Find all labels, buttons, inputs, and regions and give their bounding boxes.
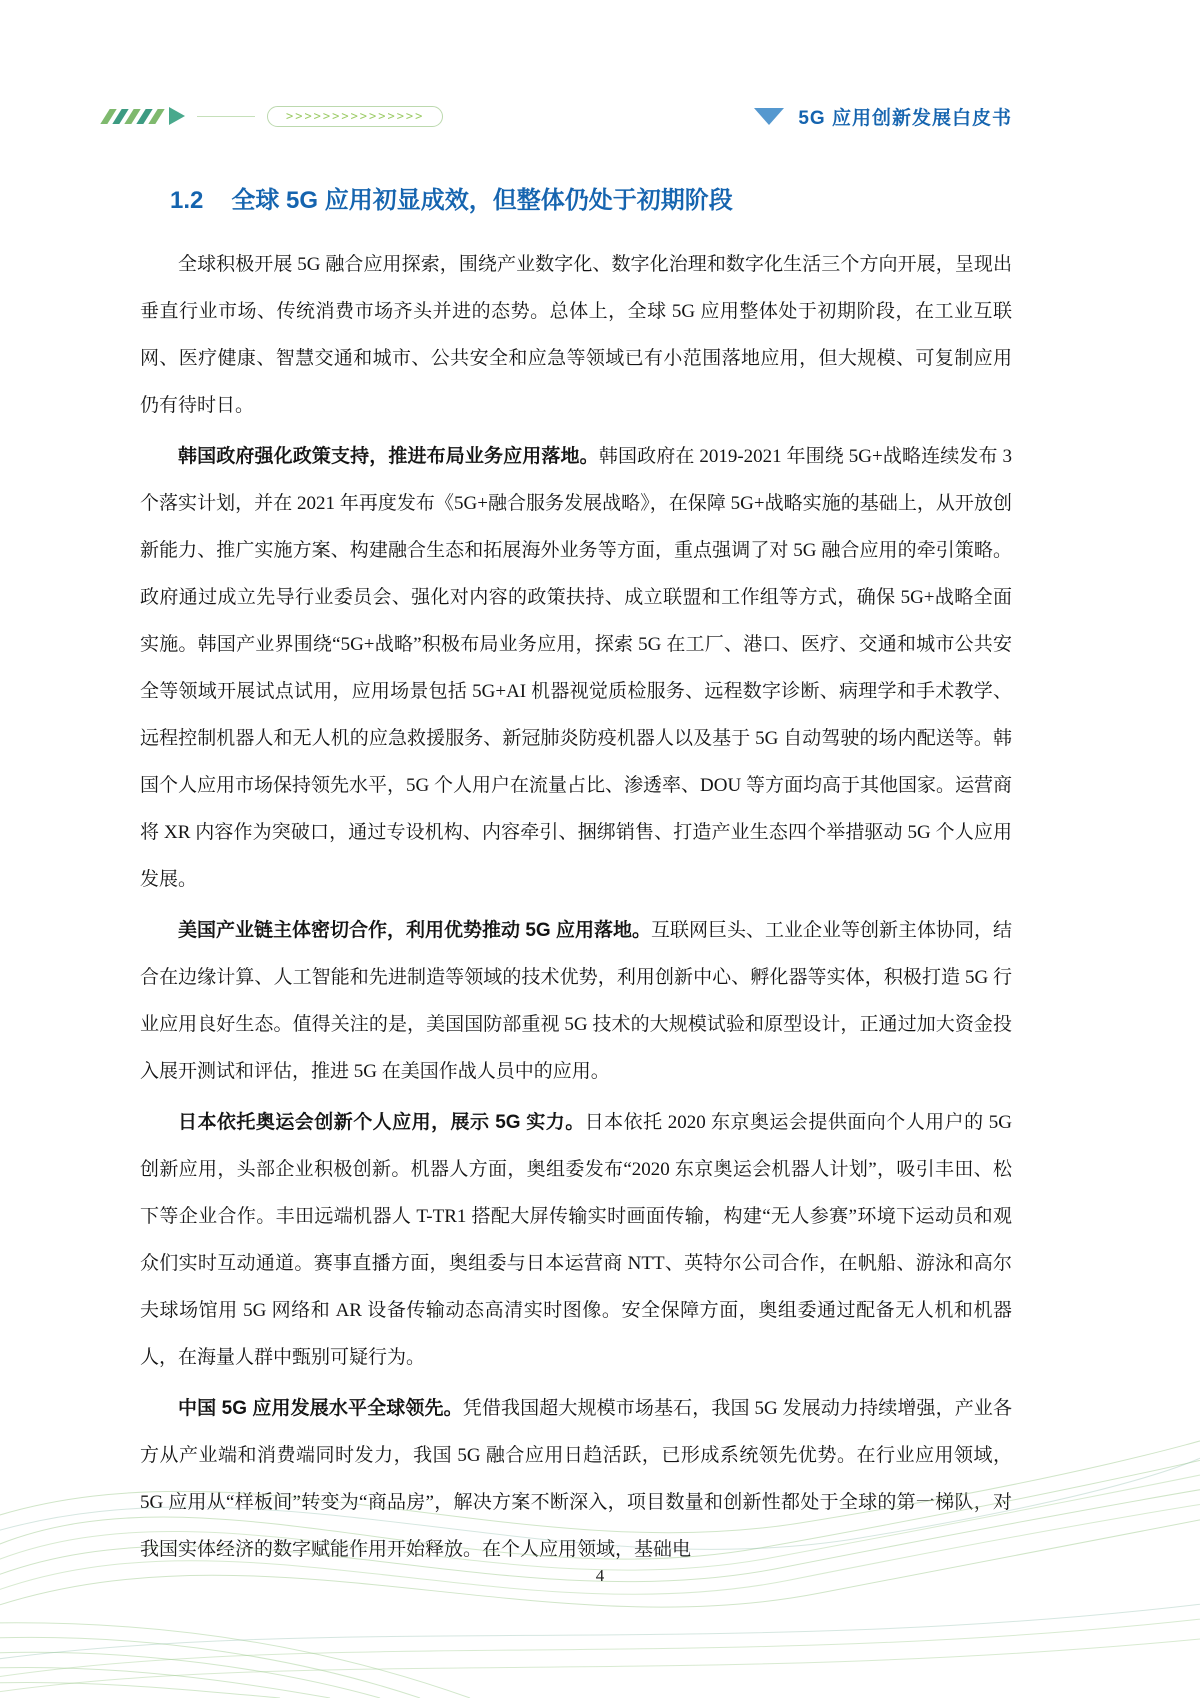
paragraph-body: 韩国政府在 2019-2021 年围绕 5G+战略连续发布 3 个落实计划，并在 2021 年再度发布《5G+融合服务发展战略》，在保障 5G+战略实施的基础上，从开放创新能力、推广实施方案、构建融合生态和拓展海外业务等方面，重点强调了对 5G 融合应用的牵引策略。政府通过成立先导行业委员会、强化对内容的政策扶持、成立联盟和工作组等方式，确保 5G+战略全面实施。韩国产业界围绕“5G+战略”积极布局业务应用，探索 5G 在工厂、港口、医疗、交通和城市公共安全等领域开展试点试用，应用场景包括 5G+AI 机器视觉质检服务、远程数字诊断、病理学和手术教学、远程控制机器人和无人机的应急救援服务、新冠肺炎防疫机器人以及基于 5G 自动驾驶的场内配送等。韩国个人应用市场保持领先水平，5G 个人用户在流量占比、渗透率、DOU 等方面均高于其他国家。运营商将 XR 内容作为突破口，通过专设机构、内容牵引、捆绑销售、打造产业生态四个举措驱动 5G 个人应用发展。 — [140, 446, 1012, 890]
arrow-down-icon — [754, 108, 784, 125]
page-number: 4 — [595, 1566, 605, 1585]
paragraph — [140, 1385, 1012, 1573]
header-line — [197, 116, 255, 117]
paragraph-lead: 日本依托奥运会创新个人应用，展示 5G 实力。 — [178, 1112, 585, 1133]
paragraph — [140, 1099, 1012, 1381]
section-heading — [170, 180, 1012, 215]
page-header — [105, 102, 1012, 130]
paragraph-lead: 美国产业链主体密切合作，利用优势推动 5G 应用落地。 — [178, 920, 651, 941]
document-title: 5G 应用创新发展白皮书 — [798, 107, 1012, 129]
paragraph-lead: 中国 5G 应用发展水平全球领先。 — [178, 1398, 463, 1419]
section-number: 1.2 — [170, 187, 204, 214]
stripes-decoration — [105, 109, 160, 124]
arrow-right-icon — [169, 107, 185, 125]
paragraph-body: 全球积极开展 5G 融合应用探索，围绕产业数字化、数字化治理和数字化生活三个方向开展，呈现出垂直行业市场、传统消费市场齐头并进的态势。总体上，全球 5G 应用整体处于初期阶段，在工业互联网、医疗健康、智慧交通和城市、公共安全和应急等领域已有小范围落地应用，但大规模、可复制应用仍有待时日。 — [140, 254, 1012, 416]
paragraph — [140, 433, 1012, 903]
paragraph-body: 日本依托 2020 东京奥运会提供面向个人用户的 5G 创新应用，头部企业积极创新。机器人方面，奥组委发布“2020 东京奥运会机器人计划”，吸引丰田、松下等企业合作。丰田远端机器人 T-TR1 搭配大屏传输实时画面传输，构建“无人参赛”环境下运动员和观众们实时互动通道。赛事直播方面，奥组委与日本运营商 NTT、英特尔公司合作，在帆船、游泳和高尔夫球场馆用 5G 网络和 AR 设备传输动态高清实时图像。安全保障方面，奥组委通过配备无人机和机器人，在海量人群中甄别可疑行为。 — [140, 1112, 1012, 1368]
paragraph-body: 凭借我国超大规模市场基石，我国 5G 发展动力持续增强，产业各方从产业端和消费端同时发力，我国 5G 融合应用日趋活跃，已形成系统领先优势。在行业应用领域，5G 应用从“样板间”转变为“商品房”，解决方案不断深入，项目数量和创新性都处于全球的第一梯队，对我国实体经济的数字赋能作用开始释放。在个人应用领域，基础电 — [140, 1398, 1012, 1560]
paragraph — [140, 241, 1012, 429]
chevrons-text: >>>>>>>>>>>>>>> — [286, 108, 425, 123]
main-content — [140, 180, 1012, 1577]
paragraph-body: 互联网巨头、工业企业等创新主体协同，结合在边缘计算、人工智能和先进制造等领域的技术优势，利用创新中心、孵化器等实体，积极打造 5G 行业应用良好生态。值得关注的是，美国国防部重视 5G 技术的大规模试验和原型设计，正通过加大资金投入展开测试和评估，推进 5G 在美国作战人员中的应用。 — [140, 920, 1012, 1082]
paragraph-lead: 韩国政府强化政策支持，推进布局业务应用落地。 — [178, 446, 599, 467]
paragraph — [140, 907, 1012, 1095]
section-title: 全球 5G 应用初显成效，但整体仍处于初期阶段 — [231, 187, 733, 214]
chevrons-decoration — [267, 106, 443, 127]
